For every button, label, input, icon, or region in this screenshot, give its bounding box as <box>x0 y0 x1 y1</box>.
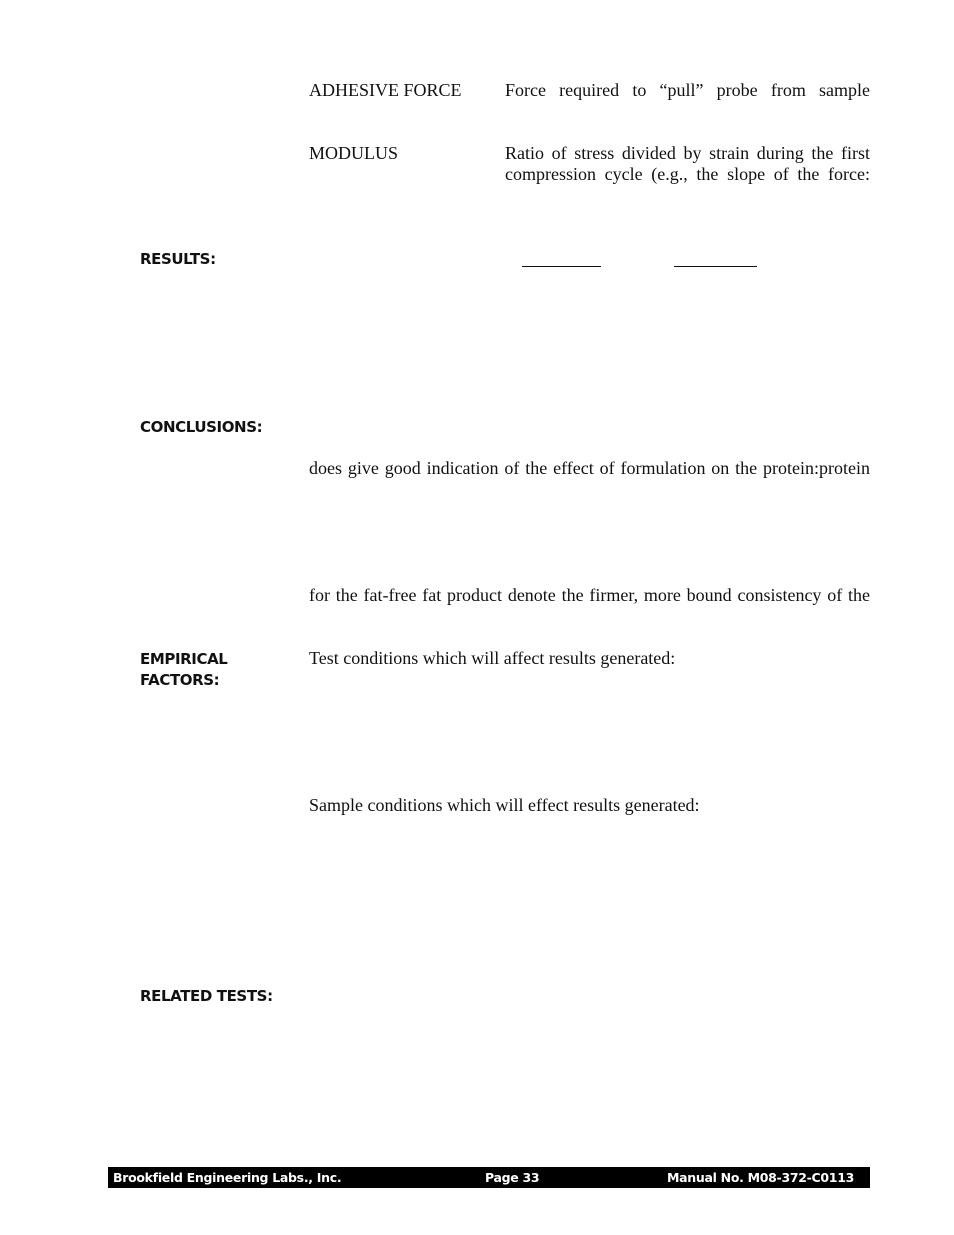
sample-conditions-text: Sample conditions which will effect results generated: <box>309 795 700 815</box>
related-tests-heading: RELATED TESTS: <box>140 987 273 1005</box>
definition-adhesive-force: Force required to “pull” probe from sample <box>505 80 870 100</box>
conclusions-heading: CONCLUSIONS: <box>140 418 263 436</box>
definition-modulus-line-1: Ratio of stress divided by strain during the first <box>505 143 870 163</box>
empirical-factors-heading-line-2: FACTORS: <box>140 671 220 689</box>
footer-manual-number: Manual No. M08-372-C0113 <box>667 1170 854 1185</box>
conclusions-text-line-1: does give good indication of the effect of formulation on the protein:protein <box>309 458 870 478</box>
footer-page-number: Page 33 <box>485 1170 540 1185</box>
results-blank-underline-1 <box>522 266 601 267</box>
definition-modulus-line-2: compression cycle (e.g., the slope of the force: <box>505 164 870 184</box>
conclusions-text-line-2: for the fat-free fat product denote the firmer, more bound consistency of the <box>309 585 870 605</box>
page-footer <box>108 1167 870 1188</box>
footer-company: Brookfield Engineering Labs., Inc. <box>113 1170 342 1185</box>
term-adhesive-force: ADHESIVE FORCE <box>309 80 462 100</box>
results-heading: RESULTS: <box>140 250 216 268</box>
empirical-factors-heading-line-1: EMPIRICAL <box>140 650 228 668</box>
term-modulus: MODULUS <box>309 143 399 163</box>
results-blank-underline-2 <box>674 266 757 267</box>
test-conditions-text: Test conditions which will affect results generated: <box>309 648 676 668</box>
